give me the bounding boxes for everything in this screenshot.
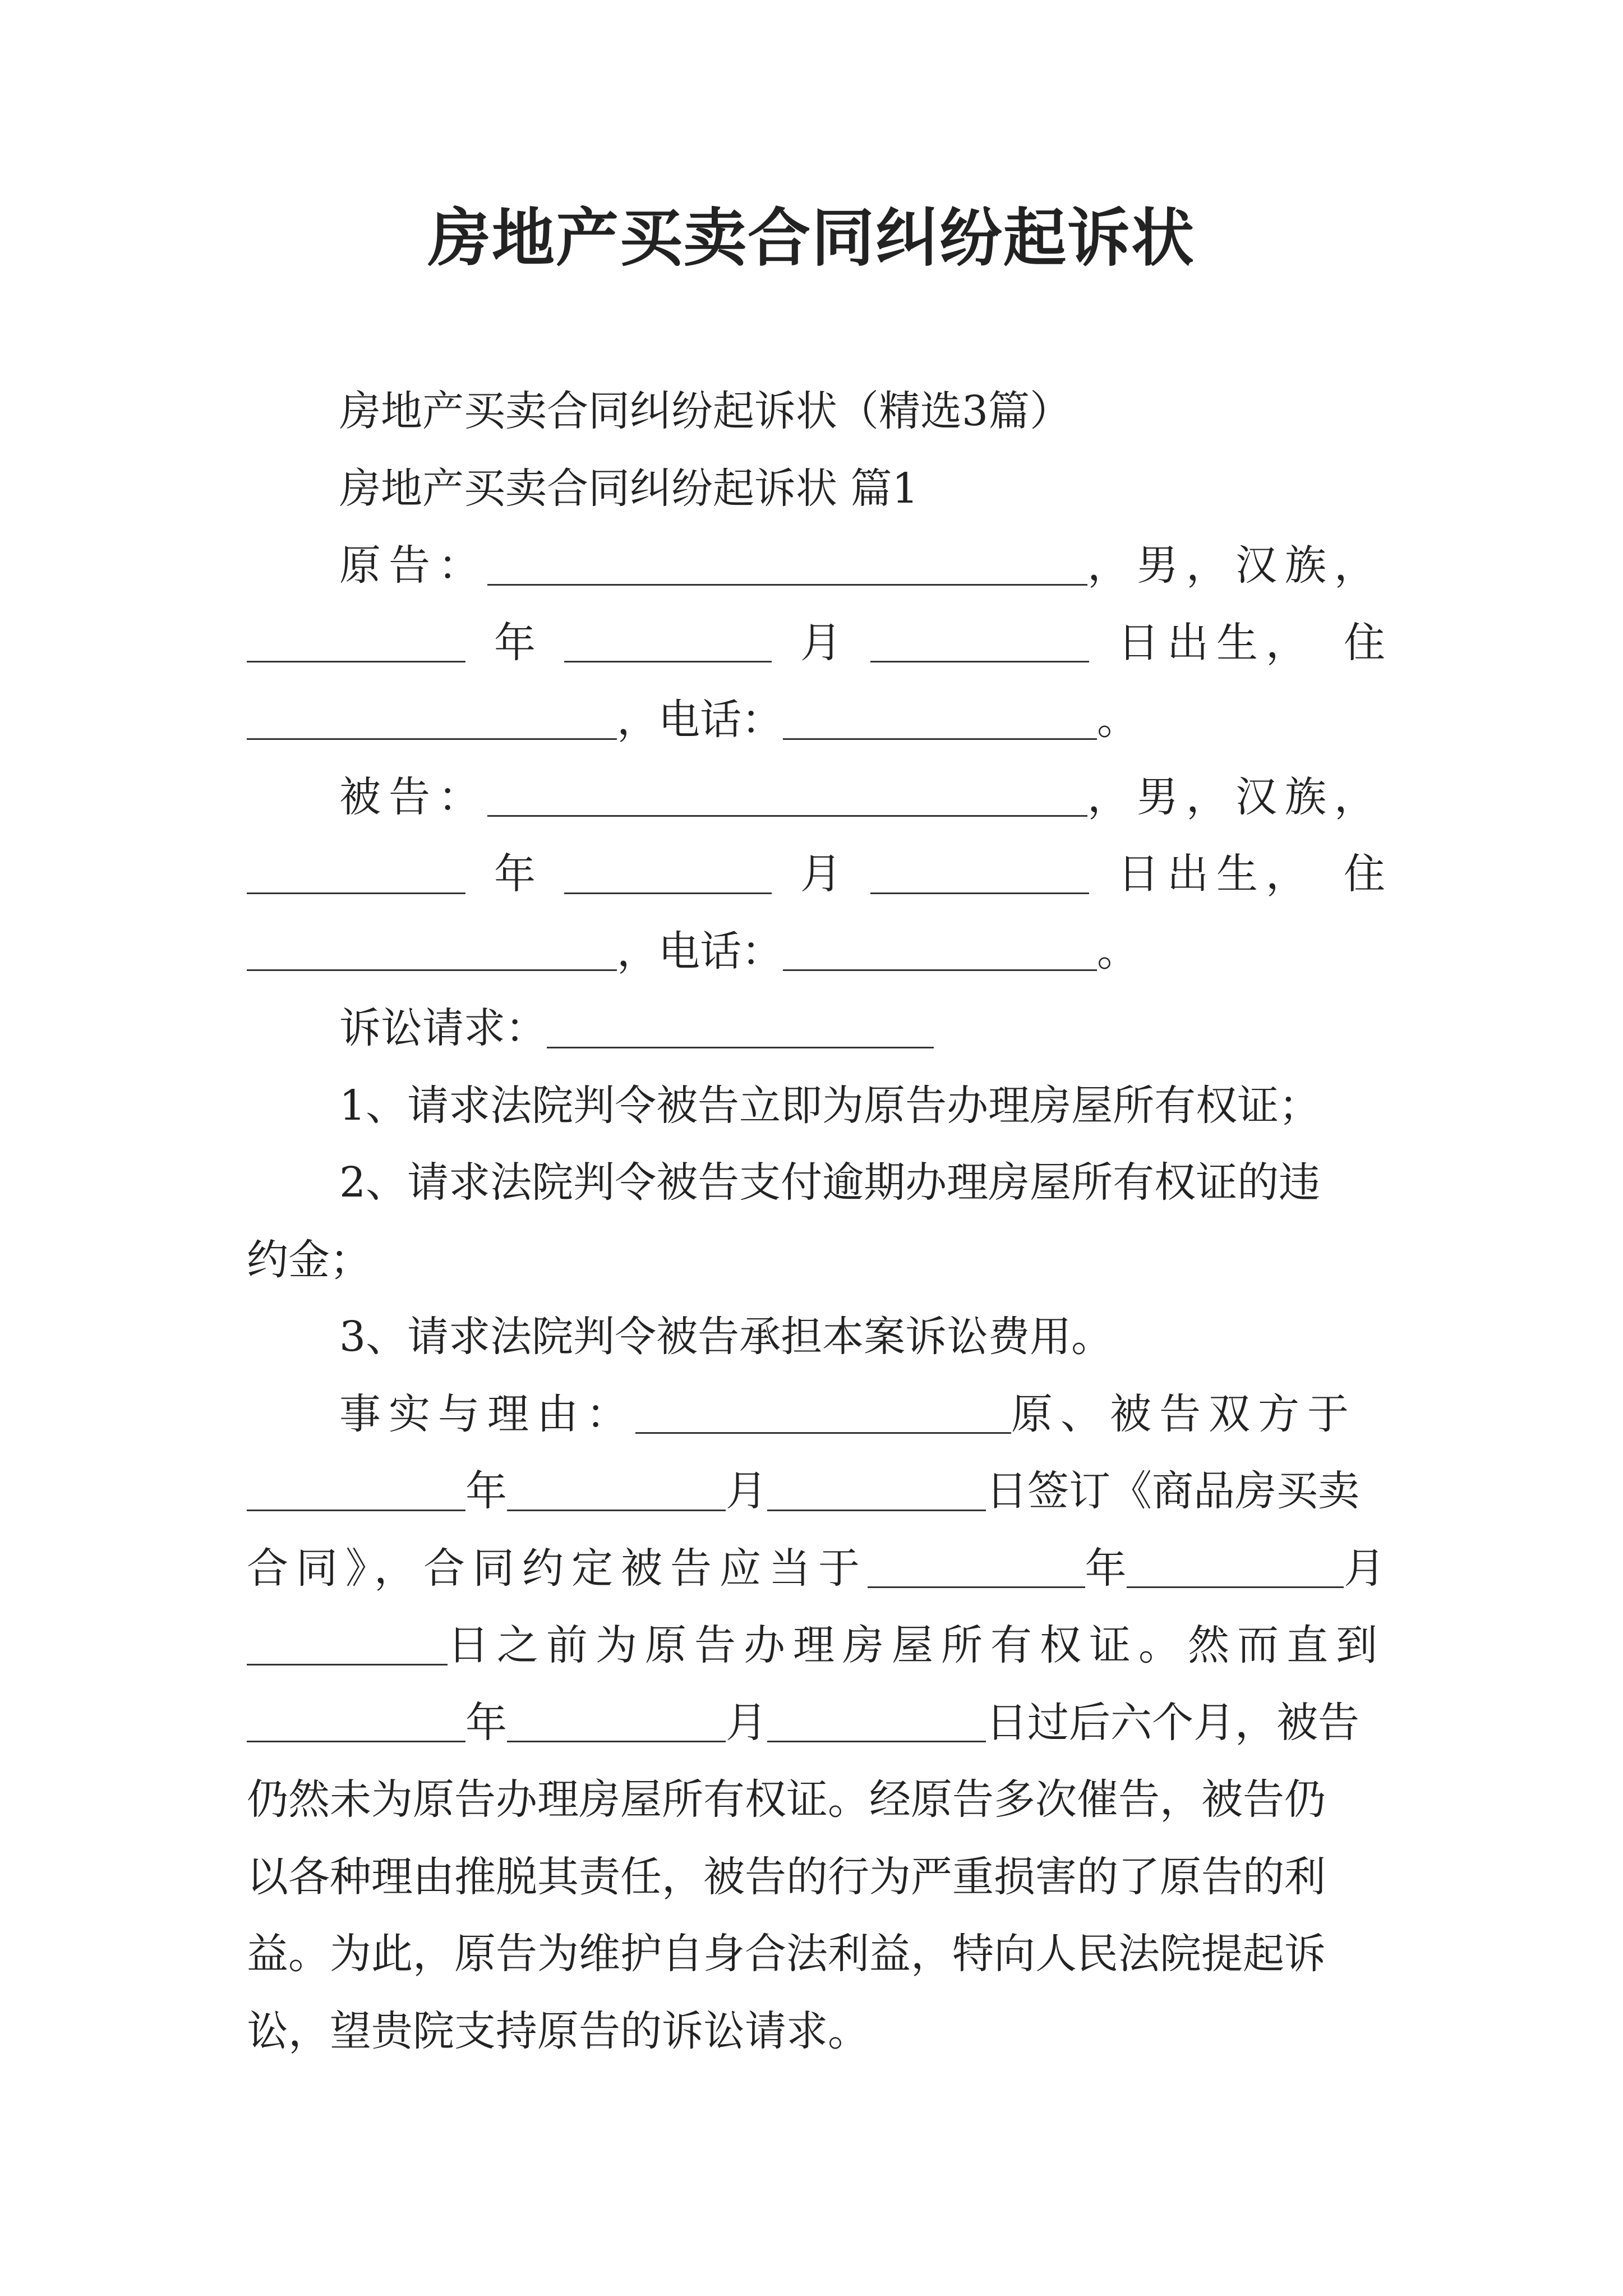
facts-line-9: 讼，望贵院支持原告的诉讼请求。 bbox=[247, 2007, 869, 2055]
defendant-end: 。 bbox=[1097, 927, 1138, 976]
plaintiff-day-blank[interactable] bbox=[870, 623, 1089, 662]
defendant-year-label: 年 bbox=[494, 850, 536, 898]
facts-due-day-blank[interactable] bbox=[247, 1626, 448, 1665]
facts-year-label: 年 bbox=[465, 1698, 507, 1747]
plaintiff-address-blank[interactable] bbox=[247, 701, 617, 740]
facts-month-label: 月 bbox=[726, 1698, 767, 1747]
claims-line bbox=[247, 990, 1385, 1068]
plaintiff-phone-blank[interactable] bbox=[783, 701, 1097, 740]
plaintiff-birth-line bbox=[247, 605, 1385, 682]
facts-line-3 bbox=[247, 1530, 1385, 1608]
facts-sign-year-blank[interactable] bbox=[247, 1472, 465, 1511]
claim-item: 3、请求法院判令被告承担本案诉讼费用。 bbox=[339, 1313, 1113, 1361]
facts-until-month-blank[interactable] bbox=[507, 1703, 726, 1742]
facts-blank[interactable] bbox=[635, 1395, 1011, 1434]
facts-sign-month-blank[interactable] bbox=[507, 1472, 726, 1511]
defendant-phone-blank[interactable] bbox=[783, 932, 1097, 971]
facts-month-label: 月 bbox=[1344, 1544, 1385, 1593]
defendant-address-line bbox=[247, 913, 1385, 991]
defendant-suffix: ，男，汉族， bbox=[1087, 772, 1384, 821]
plaintiff-year-blank[interactable] bbox=[247, 623, 465, 662]
facts-sign-day-blank[interactable] bbox=[767, 1472, 986, 1511]
defendant-label: 被告： bbox=[339, 772, 487, 821]
facts-line-2 bbox=[247, 1453, 1385, 1530]
facts-l3-start: 合同》，合同约定被告应当于 bbox=[247, 1544, 868, 1593]
claim-item: 1、请求法院判令被告立即为原告办理房屋所有权证； bbox=[339, 1081, 1321, 1130]
facts-line-4 bbox=[247, 1607, 1385, 1685]
facts-label: 事实与理由： bbox=[339, 1389, 635, 1438]
claim-item-continued: 约金； bbox=[247, 1235, 371, 1284]
facts-l4-end: 日之前为原告办理房屋所有权证。然而直到 bbox=[448, 1621, 1385, 1669]
defendant-phone-label: ，电话： bbox=[617, 927, 783, 976]
defendant-line bbox=[247, 759, 1385, 836]
plaintiff-line bbox=[247, 527, 1385, 605]
section-heading: 房地产买卖合同纠纷起诉状 篇1 bbox=[339, 464, 919, 513]
defendant-address-blank[interactable] bbox=[247, 932, 617, 971]
plaintiff-suffix: ，男，汉族， bbox=[1087, 541, 1384, 590]
facts-due-month-blank[interactable] bbox=[1127, 1549, 1344, 1588]
facts-month-label: 月 bbox=[726, 1467, 767, 1515]
subtitle: 房地产买卖合同纠纷起诉状（精选3篇） bbox=[339, 387, 1072, 435]
plaintiff-born-label: 日出生， bbox=[1118, 618, 1315, 667]
plaintiff-name-blank[interactable] bbox=[487, 546, 1087, 586]
facts-line-5 bbox=[247, 1685, 1385, 1762]
facts-until-day-blank[interactable] bbox=[767, 1703, 986, 1742]
facts-l1-end: 原、被告双方于 bbox=[1011, 1389, 1357, 1438]
defendant-month-label: 月 bbox=[800, 850, 842, 898]
defendant-month-blank[interactable] bbox=[564, 855, 772, 894]
plaintiff-year-label: 年 bbox=[494, 618, 536, 667]
plaintiff-month-label: 月 bbox=[800, 618, 842, 667]
defendant-name-blank[interactable] bbox=[487, 777, 1087, 817]
defendant-live-label: 住 bbox=[1344, 850, 1385, 898]
facts-line-7: 以各种理由推脱其责任，被告的行为严重损害的了原告的利 bbox=[247, 1852, 1326, 1901]
claims-label: 诉讼请求： bbox=[339, 1004, 547, 1052]
claim-item: 2、请求法院判令被告支付逾期办理房屋所有权证的违 bbox=[339, 1158, 1321, 1207]
claims-blank[interactable] bbox=[547, 1009, 934, 1048]
facts-line-8: 益。为此，原告为维护自身合法利益，特向人民法院提起诉 bbox=[247, 1930, 1326, 1978]
facts-l5-end: 日过后六个月，被告 bbox=[986, 1698, 1359, 1747]
plaintiff-address-line bbox=[247, 682, 1385, 759]
facts-year-label: 年 bbox=[465, 1467, 507, 1515]
defendant-born-label: 日出生， bbox=[1118, 850, 1315, 898]
plaintiff-phone-label: ，电话： bbox=[617, 696, 783, 744]
defendant-day-blank[interactable] bbox=[870, 855, 1089, 894]
plaintiff-live-label: 住 bbox=[1344, 618, 1385, 667]
document-body bbox=[247, 373, 1385, 2070]
plaintiff-end: 。 bbox=[1097, 696, 1138, 744]
facts-line-1 bbox=[247, 1376, 1385, 1453]
facts-until-year-blank[interactable] bbox=[247, 1703, 465, 1742]
plaintiff-month-blank[interactable] bbox=[564, 623, 772, 662]
facts-l2-end: 日签订《商品房买卖 bbox=[986, 1467, 1359, 1515]
plaintiff-label: 原告： bbox=[339, 541, 487, 590]
document-title: 房地产买卖合同纠纷起诉状 bbox=[428, 201, 1195, 275]
defendant-birth-line bbox=[247, 836, 1385, 913]
defendant-year-blank[interactable] bbox=[247, 855, 465, 894]
facts-due-year-blank[interactable] bbox=[868, 1549, 1085, 1588]
facts-line-6: 仍然未为原告办理房屋所有权证。经原告多次催告，被告仍 bbox=[247, 1775, 1326, 1824]
facts-year-label: 年 bbox=[1085, 1544, 1127, 1593]
